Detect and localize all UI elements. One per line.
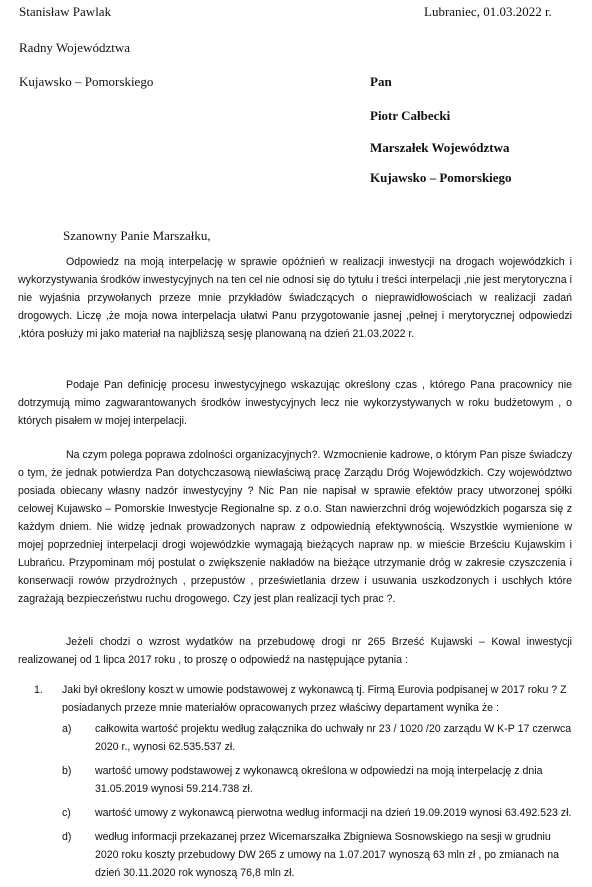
questions-list xyxy=(34,681,574,882)
body-paragraph-4 xyxy=(18,633,572,669)
subitem xyxy=(62,828,574,882)
subitem-marker: c) xyxy=(62,807,71,819)
paragraph-text: Na czym polega poprawa zdolności organizacyjnych?. Wzmocnienie kadrowe, o którym Pan pisze świadczy o tym, że jednak potwierdza Pan dotychczasową niewłaściwą pracę Zarządu Dróg Wojewódzkich. Czy województwo posiada obiecany własny nadzór inwestycyjny ? Nic Pan nie napisał w sprawie efektów pracy utworzonej spółki celowej Kujawsko – Pomorskie Inwestycje Regionalne sp. z o.o. Stan nawierzchni dróg wojewódzkich pogarsza się z każdym dniem. Nie widzę jednak prowadzonych napraw z odpowiednią efektywnością. Wszystkie wymienione w mojej poprzedniej interpelacji drogi wojewódzkie wymagają bieżących napraw np. w mieście Brześciu Kujawskim i Lubrańcu. Przypominam mój postulat o zwiększenie nakładów na bieżące utrzymanie dróg w zakresie czyszczenia i konserwacji rowów przydrożnych , przepustów , prześwietlania drzew i usuwania uszkodzonych i uschłych które zagrażają bezpieczeństwu ruchu drogowego. Czy jest plan realizacji tych prac ?. xyxy=(18,449,572,605)
subitem xyxy=(62,762,574,798)
body-paragraph-1 xyxy=(18,253,572,343)
question-text: Jaki był określony koszt w umowie podstawowej z wykonawcą tj. Firmą Eurovia podpisanej w 2017 roku ? Z posiadanych przeze mnie materiałów opracowanych przez właściwy departament wynika że : xyxy=(62,684,567,714)
place-date: Lubraniec, 01.03.2022 r. xyxy=(424,4,552,19)
paragraph-text: Odpowiedz na moją interpelację w sprawie opóźnień w realizacji inwestycji na drogach wojewódzkich i wykorzystywania środków inwestycyjnych na ten cel nie odnosi się do tytułu i treści interpelacji ,nie jest merytoryczna i nie wyjaśnia przywołanych przeze mnie przykładów świadczących o nieprawidłowościach w realizacji zadań drogowych. Liczę ,że moja nowa interpelacja ułatwi Panu przygotowanie jasnej ,pełnej i merytorycznej odpowiedzi ,która posłuży mi jako materiał na najbliższą sesję planowaną na dzień 21.03.2022 r. xyxy=(18,256,572,340)
greeting: Szanowny Panie Marszałku, xyxy=(63,228,211,243)
sender-role: Radny Województwa xyxy=(19,40,130,55)
body-paragraph-3 xyxy=(18,446,572,608)
subitem-marker: d) xyxy=(62,831,72,843)
subitem-text: wartość umowy podstawowej z wykonawcą określona w odpowiedzi na moją interpelację z dnia 31.05.2019 wynosi 59.214.738 zł. xyxy=(95,765,543,795)
body-paragraph-2 xyxy=(18,376,572,430)
subitem-text: wartość umowy z wykonawcą pierwotna według informacji na dzień 19.09.2019 wynosi 63.492.523 zł. xyxy=(95,807,572,819)
recipient-name: Piotr Całbecki xyxy=(370,108,451,123)
recipient-salutation: Pan xyxy=(370,74,392,89)
subitem-text: całkowita wartość projektu według załącznika do uchwały nr 23 / 1020 /20 zarządu W K-P 17 czerwca 2020 r., wynosi 62.535.537 zł. xyxy=(95,723,572,753)
subitem-marker: a) xyxy=(62,723,72,735)
subitem-text: według informacji przekazanej przez Wicemarszałka Zbigniewa Sosnowskiego na sesji w grudniu 2020 roku koszty przebudowy DW 265 z umowy na 1.07.2017 wynoszą 63 mln zł , po zmianach na dzień 30.11.2020 rok wynoszą 76,8 mln zł. xyxy=(95,831,560,879)
subitem xyxy=(62,804,574,822)
sender-region: Kujawsko – Pomorskiego xyxy=(19,74,154,89)
subitem-marker: b) xyxy=(62,765,72,777)
recipient-title: Marszałek Województwa xyxy=(370,140,510,155)
recipient-region: Kujawsko – Pomorskiego xyxy=(370,170,512,185)
paragraph-text: Jeżeli chodzi o wzrost wydatków na przebudowę drogi nr 265 Brześć Kujawski – Kowal inwestycji realizowanej od 1 lipca 2017 roku , to proszę o odpowiedź na następujące pytania : xyxy=(18,636,572,666)
question-item xyxy=(34,681,574,882)
question-marker: 1. xyxy=(34,684,43,696)
subitem xyxy=(62,720,574,756)
sender-name: Stanisław Pawlak xyxy=(19,4,112,19)
paragraph-text: Podaje Pan definicję procesu inwestycyjnego wskazując określony czas , którego Pana pracownicy nie dotrzymują mimo zagwarantowanych środków inwestycyjnych lecz nie wykorzystywanych w roku budżetowym , o których pisałem w mojej interpelacji. xyxy=(18,379,572,427)
